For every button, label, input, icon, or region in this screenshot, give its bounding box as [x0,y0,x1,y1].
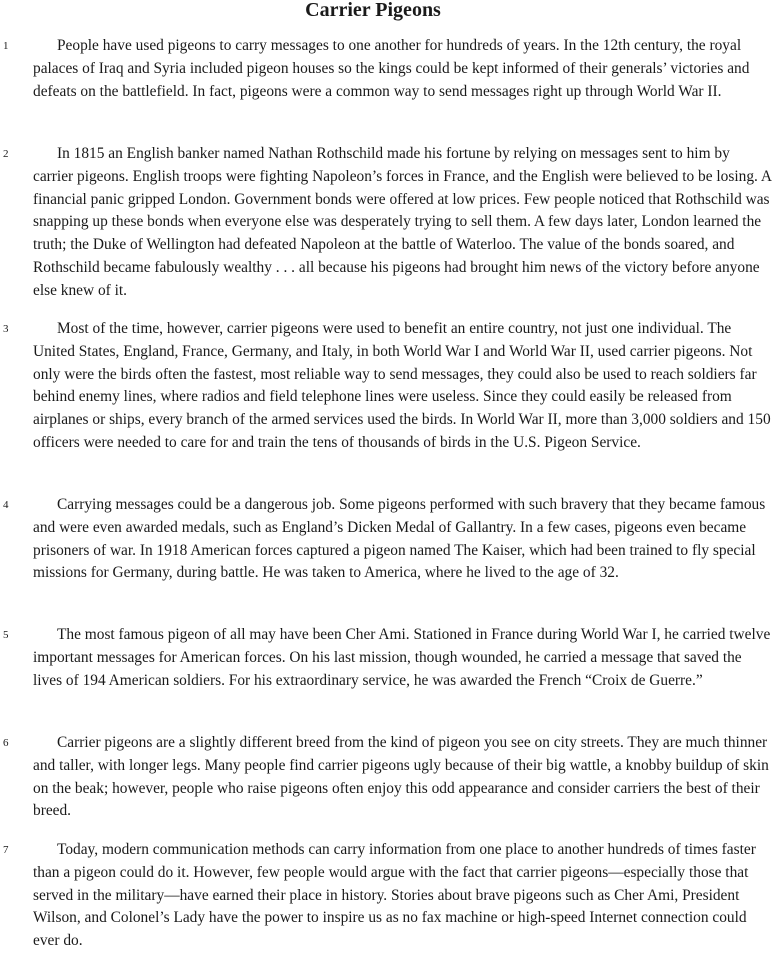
paragraph-text: Today, modern communication methods can carry information from one place to another hundreds of times faster than a pigeon could do it. However, few people would argue with the fact that carrier pigeons—especially those that served in the military—have earned their place in history. Stories about brave pigeons such as Cher Ami, President Wilson, and Colonel’s Lady have the power to inspire us as no fax machine or high-speed Internet connection could ever do. [33,841,756,950]
paragraph-text: Carrying messages could be a dangerous job. Some pigeons performed with such bravery that they became famous and were even awarded medals, such as England’s Dicken Medal of Gallantry. In a few cases, pigeons even became prisoners of war. In 1918 American forces captured a pigeon named The Kaiser, which had been trained to fly special missions for Germany, during battle. He was taken to America, where he lived to the age of 32. [33,496,766,582]
paragraph-number: 1 [3,40,9,52]
paragraph-number: 2 [3,148,9,160]
paragraph-text: Carrier pigeons are a slightly different breed from the kind of pigeon you see on city streets. They are much thinner and taller, with longer legs. Many people find carrier pigeons ugly because of their big wattle, a knobby buildup of skin on the beak; however, people who raise pigeons often enjoy this odd appearance and consider carriers the best of their breed. [33,734,769,820]
paragraph-number: 5 [3,629,9,641]
paragraph-text: People have used pigeons to carry messages to one another for hundreds of years. In the 12th century, the royal palaces of Iraq and Syria included pigeon houses so the kings could be kept informed of their generals’ victories and defeats on the battlefield. In fact, pigeons were a common way to send messages right up through World War II. [33,37,750,100]
paragraph-text: Most of the time, however, carrier pigeons were used to benefit an entire country, not just one individual. The United States, England, France, Germany, and Italy, in both World War I and World War II, used carrier pigeons. Not only were the birds often the fastest, most reliable way to send messages, they could also be used to reach soldiers far behind enemy lines, where radios and field telephone lines were useless. Since they could easily be released from airplanes or ships, every branch of the armed services used the birds. In World War II, more than 3,000 soldiers and 150 officers were needed to care for and train the tens of thousands of birds in the U.S. Pigeon Service. [33,320,771,451]
paragraph-number: 4 [3,499,9,511]
paragraph-number: 7 [3,844,9,856]
document-title: Carrier Pigeons [305,0,441,21]
paragraph-text: In 1815 an English banker named Nathan Rothschild made his fortune by relying on messages sent to him by carrier pigeons. English troops were fighting Napoleon’s forces in France, and the English were believed to be losing. A financial panic gripped London. Government bonds were offered at low prices. Few people noticed that Rothschild was snapping up these bonds when everyone else was desperately trying to sell them. A few days later, London learned the truth; the Duke of Wellington had defeated Napoleon at the battle of Waterloo. The value of the bonds soared, and Rothschild became fabulously wealthy . . . all because his pigeons had brought him news of the victory before anyone else knew of it. [33,145,772,299]
paragraph-number: 3 [3,323,9,335]
paragraph-text: The most famous pigeon of all may have been Cher Ami. Stationed in France during World War I, he carried twelve important messages for American forces. On his last mission, though wounded, he carried a message that saved the lives of 194 American soldiers. For his extraordinary service, he was awarded the French “Croix de Guerre.” [33,626,771,689]
paragraph-number: 6 [3,737,9,749]
